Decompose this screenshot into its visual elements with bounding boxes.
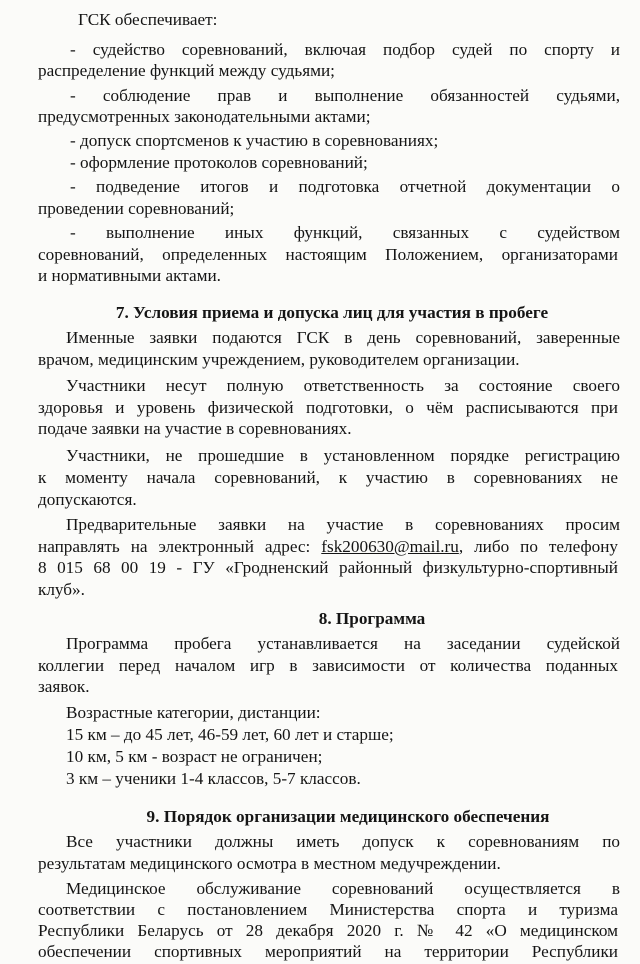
age-category-item: 15 км – до 45 лет, 46-59 лет, 60 лет и старше; bbox=[66, 725, 394, 744]
section-7-p4-line-4: клуб». bbox=[38, 580, 85, 599]
gsk-item-5-line-2: проведении соревнований; bbox=[38, 199, 235, 218]
section-7-p2-line-2: здоровья и уровень физической подготовки, о чём расписываются при bbox=[38, 398, 618, 417]
section-9-p2-line-2: соответствии с постановлением Министерства спорта и туризма bbox=[38, 900, 618, 919]
gsk-item-5-line-1: - подведение итогов и подготовка отчетной документации о bbox=[70, 177, 620, 196]
section-9-p2-line-1: Медицинское обслуживание соревнований осуществляется в bbox=[66, 879, 620, 898]
section-7-p4-line-1: Предварительные заявки на участие в соревнованиях просим bbox=[66, 515, 620, 534]
age-category-item: 3 км – ученики 1-4 классов, 5-7 классов. bbox=[66, 769, 361, 788]
section-9-heading: 9. Порядок организации медицинского обеспечения bbox=[146, 807, 550, 826]
gsk-item-3: - допуск спортсменов к участию в соревнованиях; bbox=[70, 131, 439, 150]
section-7-p4-line-3: 8 015 68 00 19 - ГУ «Гродненский районный физкультурно-спортивный bbox=[38, 558, 618, 577]
email-link[interactable]: fsk200630@mail.ru bbox=[321, 537, 459, 556]
section-7-p2-line-3: подаче заявки на участие в соревнованиях. bbox=[38, 419, 352, 438]
section-7-p1-line-1: Именные заявки подаются ГСК в день соревнований, заверенные bbox=[66, 328, 620, 347]
section-9-p2-line-4: обеспечении спортивных мероприятий на территории Республики bbox=[38, 942, 618, 961]
section-7-p4-line-2: направлять на электронный адрес: fsk200630@mail.ru, либо по телефону bbox=[38, 537, 618, 556]
gsk-item-6-line-3: и нормативными актами. bbox=[38, 266, 221, 285]
gsk-item-2-line-2: предусмотренных законодательными актами; bbox=[38, 107, 371, 126]
section-9-p1-line-1: Все участники должны иметь допуск к соревнованиям по bbox=[66, 832, 620, 851]
gsk-item-4: - оформление протоколов соревнований; bbox=[70, 153, 368, 172]
gsk-item-2-line-1: - соблюдение прав и выполнение обязанностей судьями, bbox=[70, 86, 620, 105]
section-8-p1-line-3: заявок. bbox=[38, 677, 90, 696]
gsk-item-1-line-2: распределение функций между судьями; bbox=[38, 61, 335, 80]
section-7-p3-line-3: допускаются. bbox=[38, 490, 137, 509]
section-9-p2-line-3: Республики Беларусь от 28 декабря 2020 г. № 42 «О медицинском bbox=[38, 921, 618, 940]
section-7-heading: 7. Условия приема и допуска лиц для участия в пробеге bbox=[115, 303, 549, 322]
section-8-p1-line-2: коллегии перед началом игр в зависимости от количества поданных bbox=[38, 656, 618, 675]
section-7-p1-line-2: врачом, медицинским учреждением, руководителем организации. bbox=[38, 350, 520, 369]
section-8-p1-line-1: Программа пробега устанавливается на заседании судейской bbox=[66, 634, 620, 653]
section-9-p1-line-2: результатам медицинского осмотра в местном медучреждении. bbox=[38, 854, 501, 873]
age-category-item: 10 км, 5 км - возраст не ограничен; bbox=[66, 747, 323, 766]
age-categories-title: Возрастные категории, дистанции: bbox=[66, 703, 321, 722]
section-7-p3-line-2: к моменту начала соревнований, к участию в соревнованиях не bbox=[38, 468, 618, 487]
gsk-item-6-line-2: соревнований, определенных настоящим Положением, организаторами bbox=[38, 245, 618, 264]
section-7-p2-line-1: Участники несут полную ответственность за состояние своего bbox=[66, 376, 620, 395]
gsk-item-6-line-1: - выполнение иных функций, связанных с судейством bbox=[70, 223, 620, 242]
gsk-intro: ГСК обеспечивает: bbox=[78, 10, 218, 29]
section-8-heading: 8. Программа bbox=[318, 609, 426, 628]
section-7-p3-line-1: Участники, не прошедшие в установленном порядке регистрацию bbox=[66, 446, 620, 465]
gsk-item-1-line-1: - судейство соревнований, включая подбор судей по спорту и bbox=[70, 40, 620, 59]
